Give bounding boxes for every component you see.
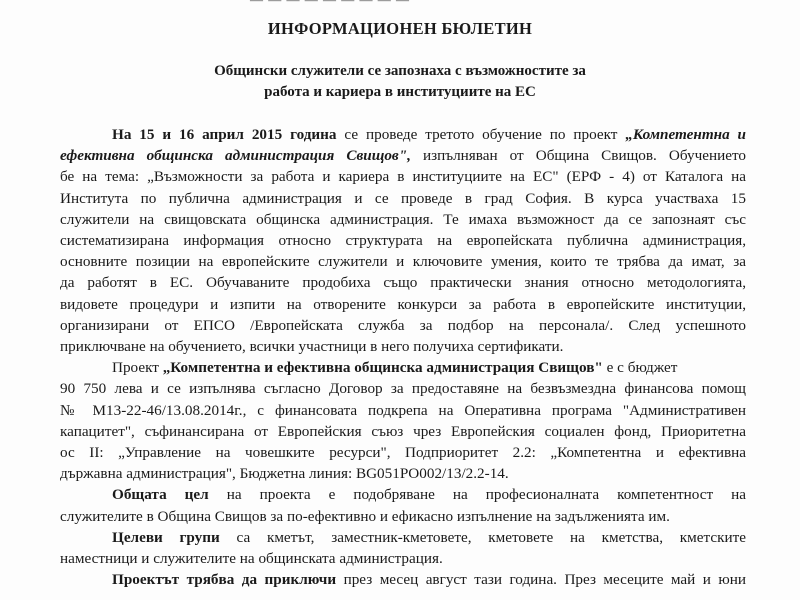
- text-line: [60, 357, 746, 378]
- text-line: 90 750 лева и се изпълнява съгласно Договор за предоставяне на безвъзмездна финансова помощ: [60, 380, 746, 398]
- subtitle-line-2: работа и кариера в институциите на ЕС: [264, 84, 536, 100]
- top-cut-text: [250, 0, 580, 4]
- text-span: на проекта е подобряване на професионалната компетентност на: [208, 486, 746, 504]
- text-span: са кметът, заместник-кметовете, кметовете на кметства, кметските: [219, 528, 746, 546]
- project-end-bold: Проектът трябва да приключи: [112, 571, 337, 589]
- paragraph-general-goal: [60, 484, 746, 526]
- text-line: ос II: „Управление на човешките ресурси", Подприоритет 2.2: „Компетентна и ефективна: [60, 444, 746, 462]
- document-subtitle: [0, 61, 800, 103]
- project-name-bold-italic: „Компетентна и: [625, 126, 746, 143]
- text-line: да работят в ЕС. Обучаваните продобиха също практически знания относно методологията,: [60, 274, 746, 292]
- text-span: през месец август тази година. През месеците май и юни: [336, 571, 746, 589]
- text-line: служители на свищовската общинска администрация. Те имаха възможност да се запознаят със: [60, 210, 746, 228]
- date-bold: На 15 и 16 април 2015 година: [112, 126, 337, 143]
- paragraph-project-funding: [60, 357, 746, 484]
- text-line: [60, 145, 746, 166]
- text-line: наместници и служителите на общинската администрация.: [60, 550, 443, 568]
- text-line: [60, 124, 746, 145]
- subtitle-line-1: Общински служители се запознаха с възможностите за: [214, 63, 586, 79]
- document-body: [60, 124, 746, 590]
- text-line: [60, 484, 746, 505]
- text-line: държавна администрация", Бюджетна линия: BG051PO002/13/2.2-14.: [60, 465, 509, 483]
- text-span: е с бюджет: [602, 359, 678, 377]
- text-line: Института по публична администрация и се проведе в град София. В курса участваха 15: [60, 189, 746, 207]
- document-title: ИНФОРМАЦИОНЕН БЮЛЕТИН: [267, 19, 533, 38]
- text-line: капацитет", съфинансирана от Европейския съюз чрез Европейския социален фонд, Приоритетна: [60, 422, 746, 440]
- target-groups-bold: Целеви групи: [112, 528, 220, 546]
- text-line: видовете процедури и изпити на отворените конкурси за работа в европейските институции,: [60, 295, 746, 313]
- goal-bold: Общата цел: [112, 486, 209, 504]
- text-line: организирани от ЕПСО /Европейската служба за подбор на персонала/. След успешното: [60, 316, 746, 334]
- text-line: служителите в Община Свищов за по-ефективно и ефикасно изпълнение на задълженията им.: [60, 507, 670, 525]
- text-line: [60, 527, 746, 548]
- project-name-bold-italic: ефективна общинска администрация Свищов",: [60, 147, 411, 165]
- text-line: № М13-22-46/13.08.2014г., с финансовата подкрепа на Оперативна програма "Административен: [60, 401, 746, 419]
- text-line: систематизирана информация относно структурата на европейската публична администрация,: [60, 232, 746, 250]
- paragraph-training: [60, 124, 746, 357]
- text-line: основните позиции на европейските служители и ключовите умения, които те трябва да имат, за: [60, 253, 746, 271]
- text-span: се проведе третото обучение по проект: [336, 126, 626, 143]
- text-line: приключване на обучението, всички участници в него получиха сертификати.: [60, 338, 564, 356]
- text-line: [60, 569, 746, 590]
- paragraph-project-end: [60, 569, 746, 590]
- text-span: Проект: [112, 359, 163, 377]
- project-name-bold: „Компетентна и ефективна общинска администрация Свищов": [162, 359, 603, 377]
- text-line: бе на тема: „Възможности за работа и кариера в институциите на ЕС" (ЕРФ - 4) от Каталога на: [60, 168, 746, 186]
- paragraph-target-groups: [60, 527, 746, 569]
- text-span: изпълняван от Община Свищов. Обучението: [410, 147, 746, 165]
